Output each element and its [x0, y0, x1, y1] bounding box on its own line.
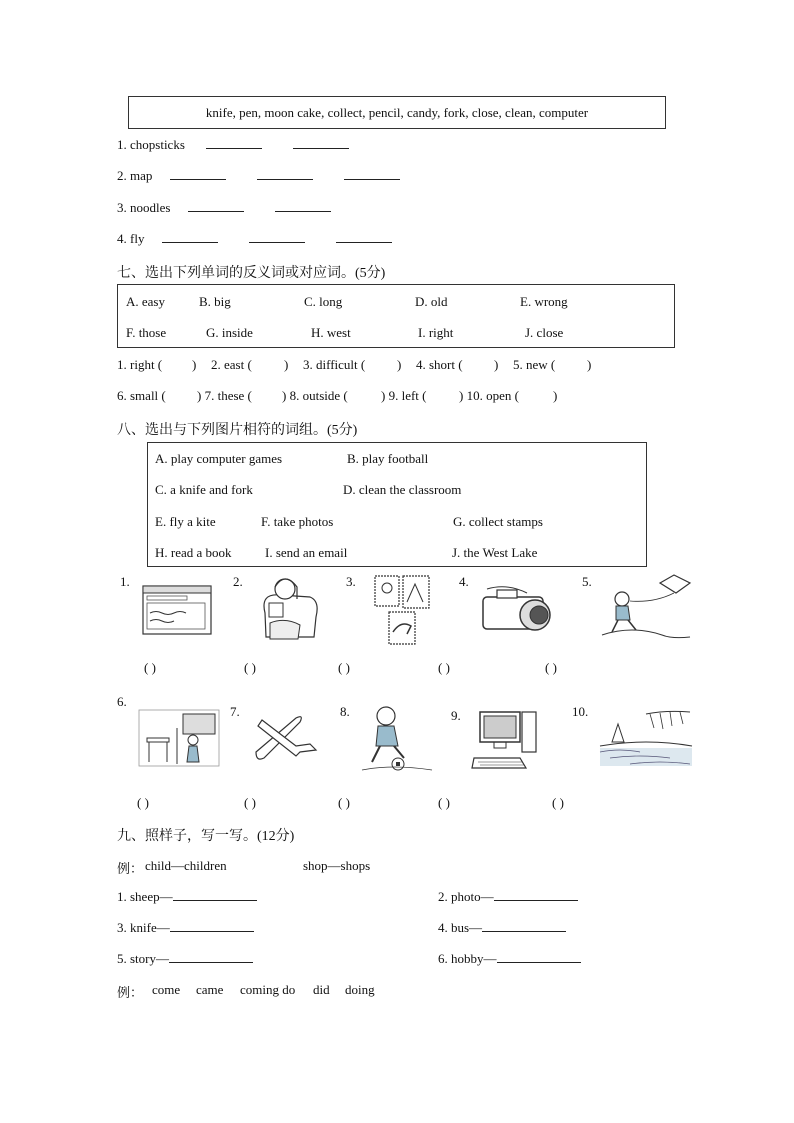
answer-blank[interactable] — [173, 890, 257, 901]
camera-icon — [479, 585, 561, 635]
q6-item-3-label: 3. noodles — [117, 200, 171, 215]
q9-item-5 — [117, 951, 253, 967]
q9-label: 4. bus— — [438, 920, 483, 935]
opt-8e: E. fly a kite — [155, 514, 216, 529]
pic-num: 5. — [582, 574, 592, 589]
q9-item-1 — [117, 889, 257, 905]
q7-row2-6: ) — [553, 388, 558, 403]
example1-prefix: 例： — [117, 861, 144, 876]
q9-label: 3. knife— — [117, 920, 170, 935]
q9-label: 2. photo— — [438, 889, 494, 904]
answer-paren[interactable]: ( ) — [244, 795, 256, 810]
knife-fork-icon — [252, 712, 320, 760]
answer-blank[interactable] — [170, 169, 226, 180]
q7-row1-4: ) — [284, 357, 289, 372]
q9-label: 6. hobby— — [438, 951, 497, 966]
example2-word: come — [152, 982, 181, 997]
q9-label: 5. story— — [117, 951, 169, 966]
q7-row2-4: ) 9. left ( — [381, 388, 427, 403]
opt-8f: F. take photos — [261, 514, 334, 529]
q7-row1-1: 1. right ( — [117, 357, 163, 372]
opt-8j: J. the West Lake — [452, 545, 538, 560]
q7-row2-2: ) 7. these ( — [197, 388, 252, 403]
q9-item-6 — [438, 951, 581, 967]
q9-item-4 — [438, 920, 566, 936]
opt-7c: C. long — [304, 294, 343, 309]
example2-word: doing — [345, 982, 375, 997]
answer-blank[interactable] — [275, 201, 331, 212]
q7-row1-5: 3. difficult ( — [303, 357, 366, 372]
example1a: child—children — [145, 858, 227, 873]
section9-title: 九、照样子，写一写。(12分) — [117, 829, 295, 844]
answer-paren[interactable]: ( ) — [552, 795, 564, 810]
answer-blank[interactable] — [257, 169, 313, 180]
answer-blank[interactable] — [494, 890, 578, 901]
example2-word: coming do — [240, 982, 296, 997]
answer-paren[interactable]: ( ) — [438, 795, 450, 810]
opt-7e: E. wrong — [520, 294, 568, 309]
opt-7a: A. easy — [126, 294, 165, 309]
classroom-icon — [137, 708, 221, 770]
q7-row2-5: ) 10. open ( — [459, 388, 519, 403]
q6-item-1-label: 1. chopsticks — [117, 137, 185, 152]
opt-7i: I. right — [418, 325, 454, 340]
answer-paren[interactable]: ( ) — [244, 660, 256, 675]
stamps-icon — [373, 574, 435, 646]
q7-row1-7: 4. short ( — [416, 357, 463, 372]
pic-num: 2. — [233, 574, 243, 589]
example2-prefix: 例： — [117, 985, 144, 1000]
answer-blank[interactable] — [344, 169, 400, 180]
example2-word: did — [313, 982, 330, 997]
computer-icon — [472, 710, 542, 774]
answer-paren[interactable]: ( ) — [338, 795, 350, 810]
q6-item-3 — [117, 200, 331, 216]
pic-num: 9. — [451, 708, 461, 723]
opt-7f: F. those — [126, 325, 167, 340]
pic-num: 8. — [340, 704, 350, 719]
opt-8g: G. collect stamps — [453, 514, 543, 529]
football-boy-icon — [362, 704, 434, 774]
opt-7d: D. old — [415, 294, 448, 309]
email-window-icon — [142, 585, 212, 635]
answer-blank[interactable] — [482, 921, 566, 932]
q6-item-2 — [117, 168, 400, 184]
opt-7j: J. close — [525, 325, 564, 340]
q7-row1-3: 2. east ( — [211, 357, 252, 372]
kite-boy-icon — [602, 573, 692, 643]
pic-num: 6. — [117, 694, 127, 709]
opt-7g: G. inside — [206, 325, 253, 340]
section8-title: 八、选出与下列图片相符的词组。(5分) — [117, 423, 358, 438]
pic-num: 1. — [120, 574, 130, 589]
answer-blank[interactable] — [206, 138, 262, 149]
q9-label: 1. sheep— — [117, 889, 173, 904]
opt-7b: B. big — [199, 294, 231, 309]
answer-paren[interactable]: ( ) — [338, 660, 350, 675]
pic-num: 3. — [346, 574, 356, 589]
wordbox-text: knife, pen, moon cake, collect, pencil, candy, fork, close, clean, computer — [205, 105, 589, 120]
answer-blank[interactable] — [293, 138, 349, 149]
answer-paren[interactable]: ( ) — [144, 660, 156, 675]
answer-blank[interactable] — [188, 201, 244, 212]
section7-title: 七、选出下列单词的反义词或对应词。(5分) — [117, 266, 386, 281]
opt-8i: I. send an email — [265, 545, 348, 560]
answer-blank[interactable] — [249, 232, 305, 243]
pic-num: 10. — [572, 704, 589, 719]
answer-paren[interactable]: ( ) — [545, 660, 557, 675]
opt-8a: A. play computer games — [155, 451, 283, 466]
q6-item-1 — [117, 137, 349, 153]
q7-row1-2: ) — [192, 357, 197, 372]
q9-item-3 — [117, 920, 254, 936]
opt-8h: H. read a book — [155, 545, 232, 560]
example2-word: came — [196, 982, 224, 997]
example1b: shop—shops — [303, 858, 371, 873]
answer-blank[interactable] — [170, 921, 254, 932]
answer-paren[interactable]: ( ) — [137, 795, 149, 810]
q9-item-2 — [438, 889, 578, 905]
west-lake-icon — [600, 708, 692, 770]
answer-blank[interactable] — [169, 952, 253, 963]
pic-num: 4. — [459, 574, 469, 589]
q6-item-4 — [117, 231, 392, 247]
opt-8d: D. clean the classroom — [343, 482, 462, 497]
q7-row1-10: ) — [587, 357, 592, 372]
answer-blank[interactable] — [336, 232, 392, 243]
q7-row2-1: 6. small ( — [117, 388, 166, 403]
answer-blank[interactable] — [162, 232, 218, 243]
q7-row1-8: ) — [494, 357, 499, 372]
q7-row2-3: ) 8. outside ( — [282, 388, 348, 403]
answer-blank[interactable] — [497, 952, 581, 963]
q6-item-4-label: 4. fly — [117, 231, 145, 246]
girl-reading-icon — [255, 573, 320, 643]
opt-8c: C. a knife and fork — [155, 482, 253, 497]
q7-row1-6: ) — [397, 357, 402, 372]
opt-8b: B. play football — [347, 451, 429, 466]
answer-paren[interactable]: ( ) — [438, 660, 450, 675]
q7-row1-9: 5. new ( — [513, 357, 556, 372]
pic-num: 7. — [230, 704, 240, 719]
q6-item-2-label: 2. map — [117, 168, 153, 183]
opt-7h: H. west — [311, 325, 351, 340]
